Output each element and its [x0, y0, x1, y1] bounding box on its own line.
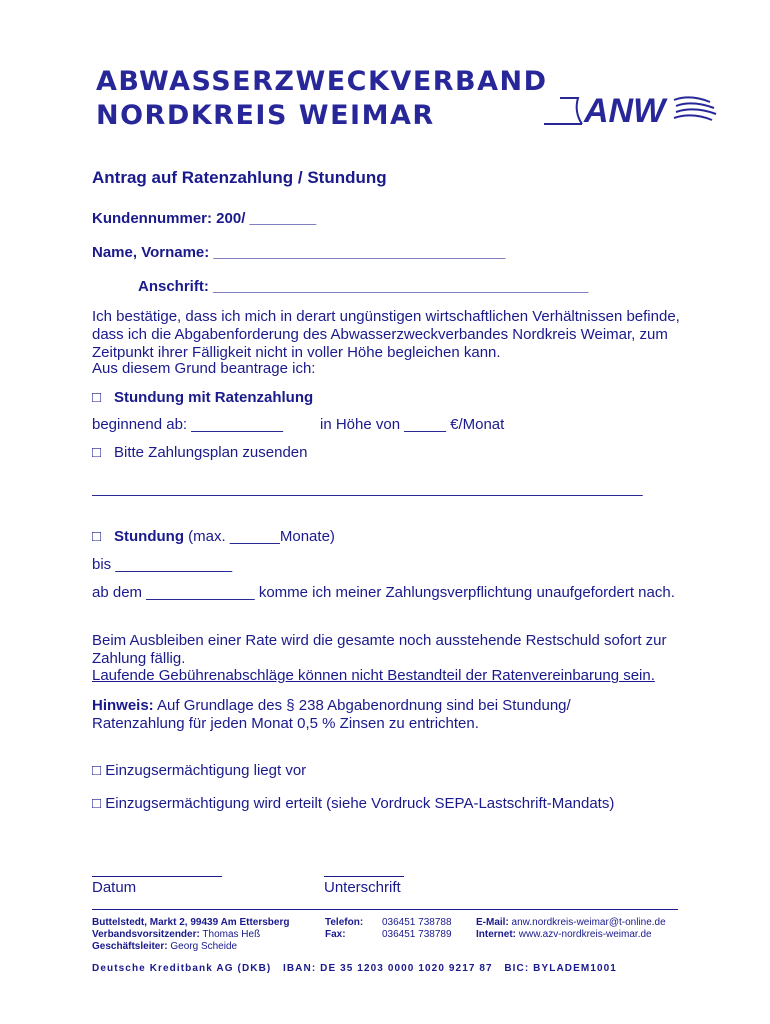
footer-email-label: E-Mail: [476, 917, 509, 928]
footer-fax: 036451 738789 [382, 929, 452, 940]
footer-email-value[interactable]: anw.nordkreis-weimar@t-online.de [508, 917, 666, 928]
stundung-label [114, 528, 335, 546]
page-title: Antrag auf Ratenzahlung / Stundung [92, 168, 387, 187]
footer-manager-name: Georg Scheide [167, 941, 238, 952]
name-field[interactable]: Name, Vorname: ___________________________________ [92, 244, 506, 261]
datum-line[interactable] [92, 876, 222, 877]
logo-line-2: NORDKREIS WEIMAR [96, 100, 435, 131]
zahlungsplan-label: Bitte Zahlungsplan zusenden [114, 444, 308, 461]
hinweis [92, 697, 652, 733]
footer-fax-label: Fax: [325, 929, 346, 940]
intro-grund: Aus diesem Grund beantrage ich: [92, 360, 316, 377]
raten-label: Stundung mit Ratenzahlung [114, 389, 314, 406]
footer-manager [92, 941, 237, 953]
footer-bank: Deutsche Kreditbank AG (DKB) IBAN: DE 35 1203 0000 1020 9217 87 BIC: BYLADEM1001 [92, 963, 617, 974]
kundennummer-field[interactable]: Kundennummer: 200/ ________ [92, 210, 317, 227]
footer-chair-name: Thomas Heß [199, 929, 261, 940]
bis-field[interactable]: bis ______________ [92, 556, 233, 573]
hinweis-label: Hinweis: [92, 697, 154, 714]
hinweis-text: Auf Grundlage des § 238 Abgabenordnung sind bei Stundung/ Ratenzahlung für jeden Monat 0,5 % Zinsen zu entrichten. [92, 697, 571, 732]
abdem-field[interactable]: ab dem _____________ komme ich meiner Zahlungsverpflichtung unaufgefordert nach. [92, 584, 675, 601]
datum-label: Datum [92, 879, 137, 896]
anschrift-field[interactable]: Anschrift: _____________________________________________ [138, 278, 589, 295]
unterschrift-line[interactable] [324, 876, 404, 877]
footer-address: Buttelstedt, Markt 2, 99439 Am Ettersberg [92, 917, 290, 928]
footer-divider [92, 909, 678, 910]
stundung-checkbox[interactable]: □ [92, 528, 102, 545]
beginnend-field[interactable]: beginnend ab: ___________ [92, 416, 284, 433]
footer-chair [92, 929, 260, 941]
rate-note-1: Beim Ausbleiben einer Rate wird die gesamte noch ausstehende Restschuld sofort zur Zahlung fällig. [92, 632, 667, 667]
rate-note-2: Laufende Gebührenabschläge können nicht Bestandteil der Ratenvereinbarung sein. [92, 667, 655, 684]
footer-chair-label: Verbandsvorsitzender: [92, 929, 200, 940]
stundung-label-bold: Stundung [114, 528, 184, 545]
hoehe-field[interactable]: in Höhe von _____ €/Monat [320, 416, 505, 433]
unterschrift-label: Unterschrift [324, 879, 401, 896]
einzug-option-1[interactable]: □ Einzugsermächtigung liegt vor [92, 762, 307, 779]
footer-tel-label: Telefon: [325, 917, 364, 928]
zahlungsplan-line[interactable]: __________________________________________________________________ [92, 480, 643, 497]
footer-web-value[interactable]: www.azv-nordkreis-weimar.de [516, 929, 652, 940]
footer-web [476, 929, 652, 941]
raten-checkbox[interactable]: □ [92, 389, 102, 406]
footer-email [476, 917, 666, 929]
stundung-label-rest: (max. ______Monate) [183, 528, 335, 545]
einzug-option-2[interactable]: □ Einzugsermächtigung wird erteilt (siehe Vordruck SEPA-Lastschrift-Mandats) [92, 795, 615, 812]
anw-logo [542, 88, 722, 132]
intro-text: Ich bestätige, dass ich mich in derart ungünstigen wirtschaftlichen Verhältnissen befinde, dass ich die Abgabenforderung des Abwasserzweckverbandes Nordkreis Weimar, zum Zeitpunkt ihrer Fälligkeit nicht in voller Höhe begleichen kann. [92, 308, 680, 361]
zahlungsplan-checkbox[interactable]: □ [92, 444, 102, 461]
footer-web-label: Internet: [476, 929, 516, 940]
anw-mark: ANW [584, 92, 666, 130]
footer-manager-label: Geschäftsleiter: [92, 941, 168, 952]
footer-tel: 036451 738788 [382, 917, 452, 928]
logo-line-1: ABWASSERZWECKVERBAND [96, 66, 548, 97]
